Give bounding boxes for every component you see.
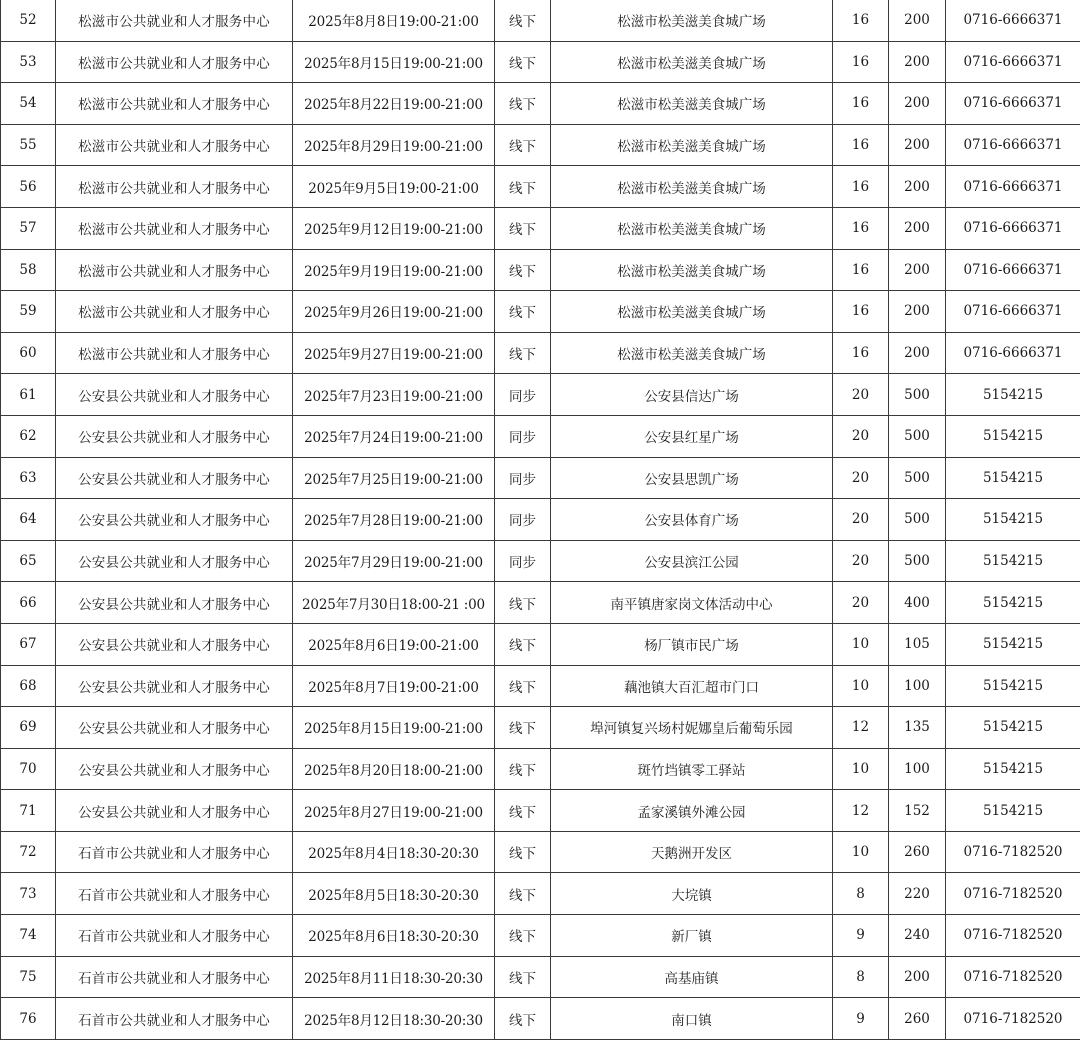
event-location-cell: 松滋市松美滋美食城广场 — [551, 83, 833, 125]
row-number-cell: 52 — [1, 0, 56, 41]
table-row — [1, 623, 1080, 665]
event-location-cell: 埠河镇复兴场村妮娜皇后葡萄乐园 — [551, 707, 833, 749]
organizer-cell: 公安县公共就业和人才服务中心 — [56, 374, 293, 416]
event-location-cell: 松滋市松美滋美食城广场 — [551, 41, 833, 83]
event-mode-cell: 线下 — [495, 83, 551, 125]
event-location-cell: 松滋市松美滋美食城广场 — [551, 166, 833, 208]
job-count-cell: 400 — [889, 582, 946, 624]
row-number-cell: 75 — [1, 956, 56, 998]
organizer-cell: 松滋市公共就业和人才服务中心 — [56, 0, 293, 41]
job-count-cell: 200 — [889, 332, 946, 374]
organizer-cell: 松滋市公共就业和人才服务中心 — [56, 124, 293, 166]
event-location-cell: 大垸镇 — [551, 873, 833, 915]
contact-phone-cell: 0716-6666371 — [946, 291, 1080, 333]
contact-phone-cell: 0716-6666371 — [946, 332, 1080, 374]
row-number-cell: 65 — [1, 540, 56, 582]
event-mode-cell: 线下 — [495, 915, 551, 957]
event-mode-cell: 同步 — [495, 415, 551, 457]
event-location-cell: 公安县滨江公园 — [551, 540, 833, 582]
organizer-cell: 公安县公共就业和人才服务中心 — [56, 499, 293, 541]
job-count-cell: 135 — [889, 707, 946, 749]
event-location-cell: 公安县体育广场 — [551, 499, 833, 541]
table-row — [1, 457, 1080, 499]
table-row — [1, 374, 1080, 416]
contact-phone-cell: 5154215 — [946, 623, 1080, 665]
contact-phone-cell: 5154215 — [946, 374, 1080, 416]
event-mode-cell: 线下 — [495, 207, 551, 249]
row-number-cell: 63 — [1, 457, 56, 499]
employer-count-cell: 16 — [833, 41, 889, 83]
employer-count-cell: 12 — [833, 707, 889, 749]
event-location-cell: 天鹅洲开发区 — [551, 831, 833, 873]
event-time-cell: 2025年8月11日18:30-20:30 — [293, 956, 495, 998]
organizer-cell: 公安县公共就业和人才服务中心 — [56, 790, 293, 832]
table-row — [1, 790, 1080, 832]
event-mode-cell: 同步 — [495, 457, 551, 499]
table-row — [1, 249, 1080, 291]
event-mode-cell: 线下 — [495, 873, 551, 915]
employer-count-cell: 8 — [833, 956, 889, 998]
table-body — [1, 0, 1080, 1039]
event-mode-cell: 线下 — [495, 665, 551, 707]
job-count-cell: 260 — [889, 998, 946, 1040]
event-mode-cell: 同步 — [495, 540, 551, 582]
row-number-cell: 73 — [1, 873, 56, 915]
event-mode-cell: 线下 — [495, 956, 551, 998]
organizer-cell: 公安县公共就业和人才服务中心 — [56, 665, 293, 707]
employer-count-cell: 10 — [833, 831, 889, 873]
row-number-cell: 62 — [1, 415, 56, 457]
table-row — [1, 540, 1080, 582]
job-count-cell: 500 — [889, 415, 946, 457]
organizer-cell: 石首市公共就业和人才服务中心 — [56, 831, 293, 873]
event-time-cell: 2025年9月26日19:00-21:00 — [293, 291, 495, 333]
event-mode-cell: 线下 — [495, 790, 551, 832]
row-number-cell: 59 — [1, 291, 56, 333]
row-number-cell: 54 — [1, 83, 56, 125]
event-mode-cell: 同步 — [495, 374, 551, 416]
job-count-cell: 200 — [889, 41, 946, 83]
job-count-cell: 200 — [889, 249, 946, 291]
contact-phone-cell: 0716-6666371 — [946, 41, 1080, 83]
table-row — [1, 41, 1080, 83]
organizer-cell: 松滋市公共就业和人才服务中心 — [56, 83, 293, 125]
event-location-cell: 松滋市松美滋美食城广场 — [551, 249, 833, 291]
employer-count-cell: 16 — [833, 332, 889, 374]
event-time-cell: 2025年8月20日18:00-21:00 — [293, 748, 495, 790]
table-row — [1, 291, 1080, 333]
event-mode-cell: 线下 — [495, 707, 551, 749]
event-location-cell: 松滋市松美滋美食城广场 — [551, 332, 833, 374]
organizer-cell: 松滋市公共就业和人才服务中心 — [56, 249, 293, 291]
table-row — [1, 124, 1080, 166]
event-time-cell: 2025年8月29日19:00-21:00 — [293, 124, 495, 166]
table-row — [1, 707, 1080, 749]
employer-count-cell: 16 — [833, 291, 889, 333]
employer-count-cell: 16 — [833, 0, 889, 41]
employer-count-cell: 16 — [833, 166, 889, 208]
employer-count-cell: 20 — [833, 540, 889, 582]
organizer-cell: 公安县公共就业和人才服务中心 — [56, 748, 293, 790]
job-count-cell: 500 — [889, 374, 946, 416]
table-row — [1, 83, 1080, 125]
event-location-cell: 南口镇 — [551, 998, 833, 1040]
contact-phone-cell: 5154215 — [946, 415, 1080, 457]
table-row — [1, 0, 1080, 41]
event-mode-cell: 同步 — [495, 499, 551, 541]
contact-phone-cell: 5154215 — [946, 457, 1080, 499]
event-mode-cell: 线下 — [495, 41, 551, 83]
row-number-cell: 67 — [1, 623, 56, 665]
contact-phone-cell: 0716-7182520 — [946, 831, 1080, 873]
row-number-cell: 69 — [1, 707, 56, 749]
row-number-cell: 76 — [1, 998, 56, 1040]
row-number-cell: 58 — [1, 249, 56, 291]
event-location-cell: 斑竹垱镇零工驿站 — [551, 748, 833, 790]
event-location-cell: 松滋市松美滋美食城广场 — [551, 207, 833, 249]
contact-phone-cell: 5154215 — [946, 582, 1080, 624]
event-time-cell: 2025年7月29日19:00-21:00 — [293, 540, 495, 582]
job-count-cell: 200 — [889, 956, 946, 998]
event-mode-cell: 线下 — [495, 0, 551, 41]
row-number-cell: 66 — [1, 582, 56, 624]
event-time-cell: 2025年7月28日19:00-21:00 — [293, 499, 495, 541]
job-count-cell: 200 — [889, 207, 946, 249]
event-time-cell: 2025年8月4日18:30-20:30 — [293, 831, 495, 873]
job-count-cell: 200 — [889, 124, 946, 166]
contact-phone-cell: 0716-7182520 — [946, 915, 1080, 957]
organizer-cell: 公安县公共就业和人才服务中心 — [56, 623, 293, 665]
organizer-cell: 松滋市公共就业和人才服务中心 — [56, 166, 293, 208]
contact-phone-cell: 0716-6666371 — [946, 207, 1080, 249]
contact-phone-cell: 0716-6666371 — [946, 249, 1080, 291]
event-location-cell: 松滋市松美滋美食城广场 — [551, 0, 833, 41]
job-count-cell: 260 — [889, 831, 946, 873]
job-count-cell: 500 — [889, 540, 946, 582]
event-time-cell: 2025年9月19日19:00-21:00 — [293, 249, 495, 291]
contact-phone-cell: 0716-7182520 — [946, 956, 1080, 998]
event-time-cell: 2025年9月12日19:00-21:00 — [293, 207, 495, 249]
table-row — [1, 915, 1080, 957]
employer-count-cell: 16 — [833, 249, 889, 291]
row-number-cell: 61 — [1, 374, 56, 416]
event-time-cell: 2025年7月23日19:00-21:00 — [293, 374, 495, 416]
event-location-cell: 高基庙镇 — [551, 956, 833, 998]
event-location-cell: 藕池镇大百汇超市门口 — [551, 665, 833, 707]
event-time-cell: 2025年8月27日19:00-21:00 — [293, 790, 495, 832]
contact-phone-cell: 5154215 — [946, 499, 1080, 541]
table-row — [1, 207, 1080, 249]
table-row — [1, 415, 1080, 457]
organizer-cell: 石首市公共就业和人才服务中心 — [56, 998, 293, 1040]
job-count-cell: 500 — [889, 499, 946, 541]
event-time-cell: 2025年8月8日19:00-21:00 — [293, 0, 495, 41]
organizer-cell: 公安县公共就业和人才服务中心 — [56, 457, 293, 499]
event-location-cell: 公安县信达广场 — [551, 374, 833, 416]
event-time-cell: 2025年8月12日18:30-20:30 — [293, 998, 495, 1040]
organizer-cell: 石首市公共就业和人才服务中心 — [56, 956, 293, 998]
table-row — [1, 831, 1080, 873]
job-count-cell: 200 — [889, 0, 946, 41]
event-mode-cell: 线下 — [495, 249, 551, 291]
event-location-cell: 公安县思凯广场 — [551, 457, 833, 499]
event-mode-cell: 线下 — [495, 831, 551, 873]
contact-phone-cell: 5154215 — [946, 665, 1080, 707]
organizer-cell: 松滋市公共就业和人才服务中心 — [56, 332, 293, 374]
table-row — [1, 332, 1080, 374]
event-time-cell: 2025年8月15日19:00-21:00 — [293, 707, 495, 749]
organizer-cell: 公安县公共就业和人才服务中心 — [56, 582, 293, 624]
event-time-cell: 2025年9月5日19:00-21:00 — [293, 166, 495, 208]
contact-phone-cell: 0716-6666371 — [946, 124, 1080, 166]
job-count-cell: 220 — [889, 873, 946, 915]
event-location-cell: 杨厂镇市民广场 — [551, 623, 833, 665]
row-number-cell: 71 — [1, 790, 56, 832]
table-row — [1, 582, 1080, 624]
row-number-cell: 53 — [1, 41, 56, 83]
table-row — [1, 748, 1080, 790]
job-count-cell: 240 — [889, 915, 946, 957]
employer-count-cell: 9 — [833, 915, 889, 957]
job-count-cell: 105 — [889, 623, 946, 665]
event-mode-cell: 线下 — [495, 291, 551, 333]
event-time-cell: 2025年9月27日19:00-21:00 — [293, 332, 495, 374]
employer-count-cell: 16 — [833, 124, 889, 166]
organizer-cell: 石首市公共就业和人才服务中心 — [56, 915, 293, 957]
organizer-cell: 公安县公共就业和人才服务中心 — [56, 415, 293, 457]
event-mode-cell: 线下 — [495, 623, 551, 665]
contact-phone-cell: 5154215 — [946, 748, 1080, 790]
employer-count-cell: 10 — [833, 623, 889, 665]
table-row — [1, 499, 1080, 541]
organizer-cell: 松滋市公共就业和人才服务中心 — [56, 41, 293, 83]
event-location-cell: 松滋市松美滋美食城广场 — [551, 124, 833, 166]
table-row — [1, 166, 1080, 208]
employer-count-cell: 20 — [833, 582, 889, 624]
contact-phone-cell: 5154215 — [946, 790, 1080, 832]
job-count-cell: 152 — [889, 790, 946, 832]
event-time-cell: 2025年7月25日19:00-21:00 — [293, 457, 495, 499]
contact-phone-cell: 5154215 — [946, 707, 1080, 749]
table-row — [1, 665, 1080, 707]
employer-count-cell: 20 — [833, 374, 889, 416]
organizer-cell: 公安县公共就业和人才服务中心 — [56, 540, 293, 582]
table-row — [1, 873, 1080, 915]
event-location-cell: 公安县红星广场 — [551, 415, 833, 457]
event-time-cell: 2025年7月24日19:00-21:00 — [293, 415, 495, 457]
organizer-cell: 石首市公共就业和人才服务中心 — [56, 873, 293, 915]
event-location-cell: 孟家溪镇外滩公园 — [551, 790, 833, 832]
event-time-cell: 2025年8月22日19:00-21:00 — [293, 83, 495, 125]
employer-count-cell: 8 — [833, 873, 889, 915]
job-count-cell: 500 — [889, 457, 946, 499]
table-row — [1, 956, 1080, 998]
row-number-cell: 57 — [1, 207, 56, 249]
event-time-cell: 2025年8月15日19:00-21:00 — [293, 41, 495, 83]
event-time-cell: 2025年7月30日18:00-21 :00 — [293, 582, 495, 624]
event-mode-cell: 线下 — [495, 582, 551, 624]
contact-phone-cell: 5154215 — [946, 540, 1080, 582]
organizer-cell: 松滋市公共就业和人才服务中心 — [56, 291, 293, 333]
contact-phone-cell: 0716-6666371 — [946, 0, 1080, 41]
employer-count-cell: 20 — [833, 457, 889, 499]
job-count-cell: 100 — [889, 748, 946, 790]
row-number-cell: 74 — [1, 915, 56, 957]
contact-phone-cell: 0716-7182520 — [946, 873, 1080, 915]
event-time-cell: 2025年8月7日19:00-21:00 — [293, 665, 495, 707]
event-location-cell: 南平镇唐家岗文体活动中心 — [551, 582, 833, 624]
job-count-cell: 200 — [889, 83, 946, 125]
event-mode-cell: 线下 — [495, 124, 551, 166]
event-mode-cell: 线下 — [495, 748, 551, 790]
event-time-cell: 2025年8月6日18:30-20:30 — [293, 915, 495, 957]
event-mode-cell: 线下 — [495, 332, 551, 374]
row-number-cell: 64 — [1, 499, 56, 541]
job-count-cell: 200 — [889, 166, 946, 208]
row-number-cell: 70 — [1, 748, 56, 790]
event-mode-cell: 线下 — [495, 998, 551, 1040]
employer-count-cell: 16 — [833, 83, 889, 125]
employer-count-cell: 12 — [833, 790, 889, 832]
event-location-cell: 新厂镇 — [551, 915, 833, 957]
organizer-cell: 公安县公共就业和人才服务中心 — [56, 707, 293, 749]
contact-phone-cell: 0716-6666371 — [946, 166, 1080, 208]
organizer-cell: 松滋市公共就业和人才服务中心 — [56, 207, 293, 249]
employer-count-cell: 9 — [833, 998, 889, 1040]
employer-count-cell: 16 — [833, 207, 889, 249]
employer-count-cell: 10 — [833, 665, 889, 707]
contact-phone-cell: 0716-7182520 — [946, 998, 1080, 1040]
employer-count-cell: 10 — [833, 748, 889, 790]
job-count-cell: 100 — [889, 665, 946, 707]
event-mode-cell: 线下 — [495, 166, 551, 208]
employer-count-cell: 20 — [833, 415, 889, 457]
row-number-cell: 56 — [1, 166, 56, 208]
event-time-cell: 2025年8月5日18:30-20:30 — [293, 873, 495, 915]
job-count-cell: 200 — [889, 291, 946, 333]
event-location-cell: 松滋市松美滋美食城广场 — [551, 291, 833, 333]
row-number-cell: 60 — [1, 332, 56, 374]
employer-count-cell: 20 — [833, 499, 889, 541]
row-number-cell: 55 — [1, 124, 56, 166]
contact-phone-cell: 0716-6666371 — [946, 83, 1080, 125]
event-time-cell: 2025年8月6日19:00-21:00 — [293, 623, 495, 665]
row-number-cell: 72 — [1, 831, 56, 873]
row-number-cell: 68 — [1, 665, 56, 707]
table-row — [1, 998, 1080, 1040]
